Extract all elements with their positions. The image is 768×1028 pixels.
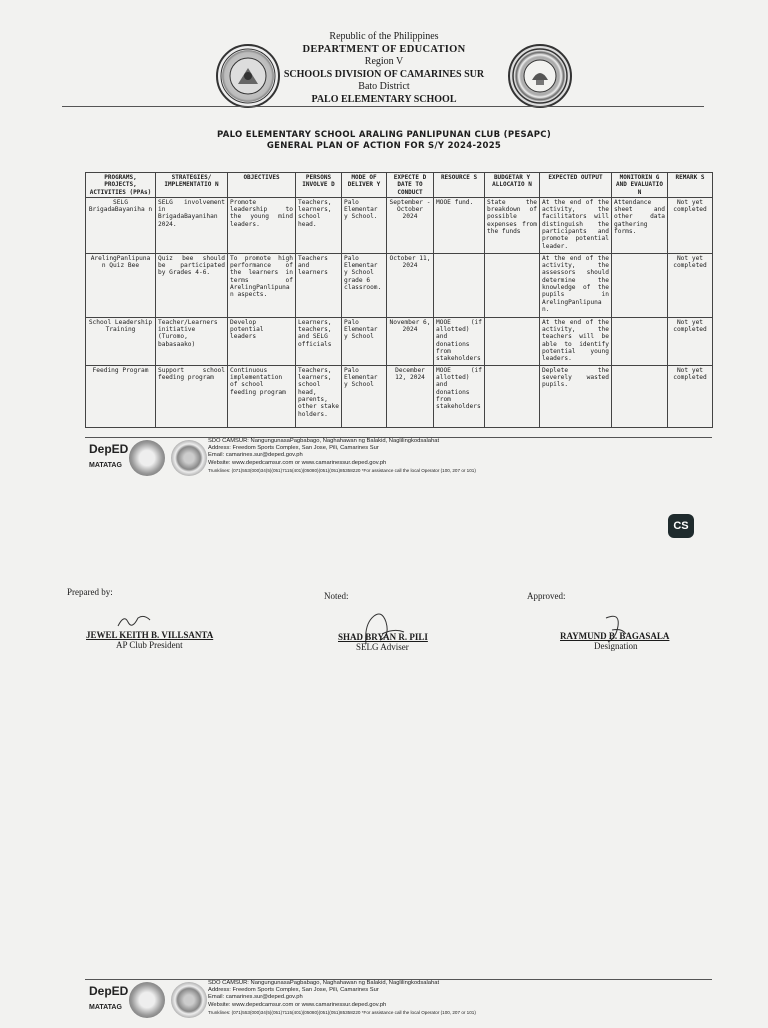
table-cell: Continuous implementation of school feeding program: [228, 365, 296, 427]
footer-sdo-2: SDO CAMSUR: NangungunasaPagbabago, Naghahawan ng Balakid, Naglilingkodsalahat: [208, 980, 440, 986]
footer-address-2: Address: Freedom Sports Complex, San Jose, Pili, Camarines Sur: [208, 987, 379, 994]
footer-sdo: SDO CAMSUR: NangungunasaPagbabago, Naghahawan ng Balakid, Naglilingkodsalahat: [208, 438, 440, 444]
region-line: Region V: [364, 56, 404, 67]
table-cell: Promote leadership to the young mind leaders.: [228, 197, 296, 253]
footer-contact-info: [208, 438, 723, 474]
table-cell: MOOE fund.: [434, 197, 485, 253]
table-cell: Deplete the severely wasted pupils.: [540, 365, 612, 427]
action-plan-table: [85, 172, 713, 428]
table-cell: At the end of the activity, the facilitators will distinguish the participants and promote potential leader.: [540, 197, 612, 253]
table-cell: Teacher/Learners initiative (Turomo, babasaako): [156, 317, 228, 365]
table-cell: Not yet completed: [668, 365, 713, 427]
column-header: PROGRAMS, PROJECTS, ACTIVITIES (PPAs): [86, 173, 156, 198]
header-divider: [62, 106, 704, 107]
title-line-1: PALO ELEMENTARY SCHOOL ARALING PANLIPUNAN CLUB (PESAPC): [216, 130, 552, 140]
table-cell: [612, 253, 668, 317]
table-header-row: [86, 173, 713, 198]
column-header: MODE OF DELIVER Y: [342, 173, 387, 198]
table-cell: [612, 317, 668, 365]
table-cell: Palo Elementar y School: [342, 365, 387, 427]
column-header: EXPECTE D DATE TO CONDUCT: [387, 173, 434, 198]
table-cell: [485, 317, 540, 365]
column-header: STRATEGIES/ IMPLEMENTATIO N: [156, 173, 228, 198]
column-header: EXPECTED OUTPUT: [540, 173, 612, 198]
table-cell: School Leadership Training: [86, 317, 156, 365]
division-seal-icon: [171, 440, 207, 476]
approved-label: Approved:: [527, 591, 566, 601]
school-line: PALO ELEMENTARY SCHOOL: [311, 94, 457, 105]
approved-role: Designation: [594, 641, 638, 651]
table-cell: Not yet completed: [668, 253, 713, 317]
table-cell: Learners, teachers, and SELG officials: [296, 317, 342, 365]
page-footer: [85, 438, 725, 486]
prepared-signature-icon: [116, 612, 152, 630]
footer-website: Website: www.depedcamsur.com or www.camarinessur.deped.gov.ph: [208, 459, 387, 466]
column-header: OBJECTIVES: [228, 173, 296, 198]
table-cell: MOOE (if allotted) and donations from stakeholders: [434, 365, 485, 427]
table-cell: [485, 253, 540, 317]
approved-signatory: [560, 631, 669, 651]
table-cell: State the breakdown of possible expenses from the funds: [485, 197, 540, 253]
division-line: SCHOOLS DIVISION OF CAMARINES SUR: [283, 69, 485, 80]
footer-address: Address: Freedom Sports Complex, San Jose, Pili, Camarines Sur: [208, 445, 379, 452]
footer-email: Email: camarines.sur@deped.gov.ph: [208, 452, 303, 459]
table-cell: October 11, 2024: [387, 253, 434, 317]
column-header: MONITORIN G AND EVALUATIO N: [612, 173, 668, 198]
table-cell: December 12, 2024: [387, 365, 434, 427]
noted-name: SHAD BRYAN R. PILI: [338, 632, 428, 642]
district-line: Bato District: [358, 81, 410, 92]
prepared-role: AP Club President: [116, 640, 183, 650]
matatag-logo: MATATAG: [89, 462, 122, 469]
table-cell: November 6, 2024: [387, 317, 434, 365]
deped-logo-2: DepED: [89, 984, 129, 998]
title-line-2: GENERAL PLAN OF ACTION FOR S/Y 2024-2025: [266, 141, 502, 151]
table-row: [86, 197, 713, 253]
table-cell: ArelingPanlipuna n Quiz Bee: [86, 253, 156, 317]
prepared-signatory: [86, 630, 213, 650]
table-cell: To promote high performance of the learners in terms of ArelingPanlipuna n aspects.: [228, 253, 296, 317]
table-row: [86, 365, 713, 427]
column-header: REMARK S: [668, 173, 713, 198]
footer-website-2: Website: www.depedcamsur.com or www.camarinessur.deped.gov.ph: [208, 1001, 387, 1008]
table-cell: Support school feeding program: [156, 365, 228, 427]
division-seal-icon: [171, 982, 207, 1018]
table-cell: Palo Elementar y School grade 6 classroom.: [342, 253, 387, 317]
camscanner-badge-icon: CS: [668, 514, 694, 538]
table-cell: [612, 365, 668, 427]
noted-role: SELG Adviser: [356, 642, 409, 652]
table-cell: Attendance sheet and other data gathering forms.: [612, 197, 668, 253]
column-header: RESOURCE S: [434, 173, 485, 198]
table-cell: Teachers, learners, school head, parents, other stake holders.: [296, 365, 342, 427]
table-cell: Palo Elementar y School: [342, 317, 387, 365]
table-row: [86, 317, 713, 365]
approved-name: RAYMUND B. BAGASALA: [560, 631, 670, 641]
column-header: PERSONS INVOLVE D: [296, 173, 342, 198]
table-cell: Teachers and learners: [296, 253, 342, 317]
table-cell: Develop potential leaders: [228, 317, 296, 365]
table-cell: At the end of the activity, the assessors should determine the knowledge of the pupils in ArelingPanlipuna n.: [540, 253, 612, 317]
table-cell: Feeding Program: [86, 365, 156, 427]
noted-signatory: [338, 632, 428, 652]
republic-line: Republic of the Philippines: [329, 31, 439, 42]
prepared-label: Prepared by:: [67, 587, 113, 597]
column-header: BUDGETAR Y ALLOCATIO N: [485, 173, 540, 198]
table-cell: September -October 2024: [387, 197, 434, 253]
footer-logos: [85, 438, 205, 486]
noted-by-block: [324, 591, 349, 601]
department-line: DEPARTMENT OF EDUCATION: [302, 44, 466, 55]
table-cell: Teachers, learners, school head.: [296, 197, 342, 253]
footer-contact-info-2: [208, 980, 723, 1016]
table-cell: Not yet completed: [668, 317, 713, 365]
table-cell: SELG BrigadaBayaniha n: [86, 197, 156, 253]
deped-logo: DepED: [89, 442, 129, 456]
table-cell: [485, 365, 540, 427]
table-cell: Not yet completed: [668, 197, 713, 253]
prepared-name: JEWEL KEITH B. VILLSANTA: [86, 630, 214, 640]
bagong-pilipinas-logo-icon: [129, 440, 165, 476]
page-footer-2: [85, 980, 725, 1028]
table-cell: MOOE (if allotted) and donations from stakeholders: [434, 317, 485, 365]
matatag-logo-2: MATATAG: [89, 1004, 122, 1011]
table-cell: At the end of the activity, the teachers will be able to identify potential young leaders.: [540, 317, 612, 365]
bagong-pilipinas-logo-icon: [129, 982, 165, 1018]
footer-email-2: Email: camarines.sur@deped.gov.ph: [208, 994, 303, 1001]
footer-trunklines: Trunklines: (071)553(000)34(5)(051)7115(401)(05080)(051)(051)85358220 *For assistance call the local Operator (100, 207 or 101): [208, 467, 476, 473]
table-cell: Quiz bee should be participated by Grades 4-6.: [156, 253, 228, 317]
table-row: [86, 253, 713, 317]
document-title: [0, 130, 768, 152]
letterhead: [0, 30, 768, 106]
table-cell: SELG involvement in BrigadaBayanihan 2024.: [156, 197, 228, 253]
footer-trunklines-2: Trunklines: (071)553(000)34(5)(051)7115(401)(05080)(051)(051)85358220 *For assistance call the local Operator (100, 207 or 101): [208, 1009, 476, 1015]
noted-label: Noted:: [324, 591, 349, 601]
prepared-by-block: [67, 587, 113, 597]
approved-by-block: [527, 591, 566, 601]
footer-logos-2: [85, 980, 205, 1028]
table-cell: [434, 253, 485, 317]
table-cell: Palo Elementar y School.: [342, 197, 387, 253]
